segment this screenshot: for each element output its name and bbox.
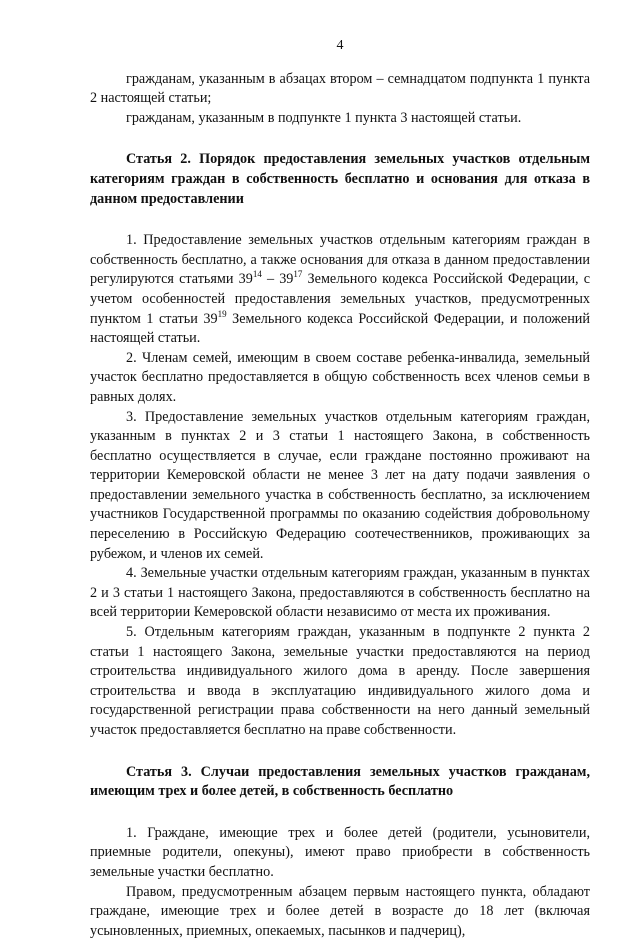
article-2-p1-sup-3: 19: [217, 308, 227, 319]
article-3-paragraph-2: Правом, предусмотренным абзацем первым настоящего пункта, обладают граждане, имеющие трех и более детей в возрасте до 18 лет (включая усыновленных, приемных, опекаемых, пасынков и падчериц),: [90, 883, 590, 939]
article-3-title: Статья 3. Случаи предоставления земельных участков гражданам, имеющим трех и более детей, в собственность бесплатно: [90, 763, 590, 800]
article-2-paragraph-4: 4. Земельные участки отдельным категориям граждан, указанным в пунктах 2 и 3 статьи 1 настоящего Закона, предоставляются в собственность бесплатно на всей территории Кемеровской области независимо от места их проживания.: [90, 565, 590, 621]
article-2-paragraph-3: 3. Предоставление земельных участков отдельным категориям граждан, указанным в пунктах 2 и 3 статьи 1 настоящего Закона, в собственность бесплатно осуществляется в случае, если граждане постоянно проживают на территории Кемеровской области не менее 3 лет на дату подачи заявления о предоставлении земельного участка в собственность бесплатно, за исключением участников Государственной программы по оказанию содействия добровольному переселению в Российскую Федерацию соотечественников, проживающих за рубежом, и членов их семей.: [90, 408, 590, 562]
article-2-paragraph-2: 2. Членам семей, имеющим в своем составе ребенка-инвалида, земельный участок бесплатно предоставляется в общую собственность всех членов семьи в равных долях.: [90, 349, 590, 405]
article-2-p1-sup-2: 17: [293, 269, 303, 280]
intro-item-1: гражданам, указанным в абзацах втором – семнадцатом подпункта 1 пункта 2 настоящей статьи;: [90, 70, 590, 107]
article-2-p1-text-a: 1. Предоставление земельных участков отдельным категориям граждан в собственность бесплатно, а также основания для отказа в данном предоставлении регулируются статьями 39: [90, 232, 590, 288]
page-number: 4: [336, 38, 344, 53]
article-2-paragraph-1: [90, 231, 590, 349]
article-2-p1-text-d: Земельного кодекса Российской Федерации, и положений настоящей статьи.: [90, 310, 590, 347]
intro-item-2: гражданам, указанным в подпункте 1 пункта 3 настоящей статьи.: [126, 109, 522, 126]
article-2-paragraph-5: 5. Отдельным категориям граждан, указанным в подпункте 2 пункта 2 статьи 1 настоящего Закона, земельные участки предоставляются на период строительства индивидуального жилого дома в аренду. После завершения строительства и ввода в эксплуатацию индивидуального жилого дома и государственной регистрации права собственности на него данный земельный участок предоставляется бесплатно на праве собственности.: [90, 624, 590, 738]
article-2-p1-sup-1: 14: [252, 269, 262, 280]
article-2-title: Статья 2. Порядок предоставления земельных участков отдельным категориям граждан в собственность бесплатно и основания для отказа в данном предоставлении: [90, 151, 590, 207]
article-2-p1-text-b: – 39: [261, 271, 294, 288]
article-2-p1-text-c: Земельного кодекса Российской Федерации, с учетом особенностей предоставления земельных участков, предусмотренных пунктом 1 статьи 39: [90, 271, 591, 327]
article-3-paragraph-1: 1. Граждане, имеющие трех и более детей (родители, усыновители, приемные родители, опекуны), имеют право приобрести в собственность земельные участки бесплатно.: [90, 824, 590, 880]
